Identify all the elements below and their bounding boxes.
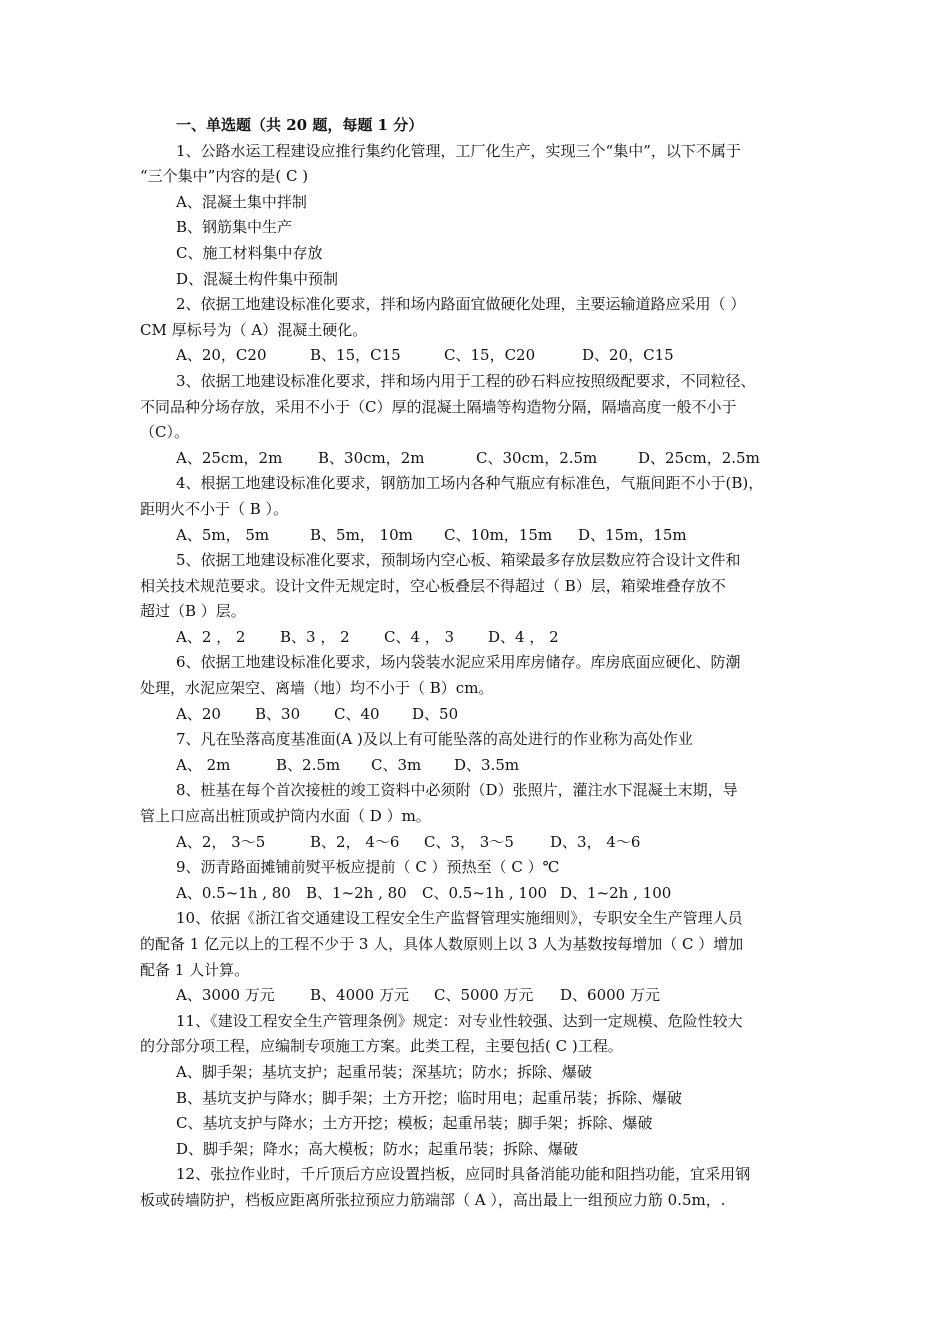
question-2-options: [140, 343, 812, 369]
question-12-line-1: 12、张拉作业时，千斤顶后方应设置挡板，应同时具备消能功能和阻挡功能，宜采用钢: [176, 1165, 751, 1184]
option-b: B、1~2h , 80: [306, 883, 407, 902]
option-d: D、25cm，2.5m: [638, 448, 760, 467]
question-11-line-2: 的分部分项工程，应编制专项施工方案。此类工程，主要包括( C )工程。: [140, 1037, 623, 1056]
option-b: B、3 ， 2: [280, 627, 350, 646]
question-10-line-3: 配备 1 人计算。: [140, 960, 250, 979]
option-c: C、5000 万元: [434, 986, 534, 1005]
question-1-option-a: A、混凝土集中拌制: [176, 192, 307, 211]
option-d: D、3.5m: [454, 755, 520, 774]
question-11-option-a: A、脚手架；基坑支护；起重吊装；深基坑；防水；拆除、爆破: [176, 1062, 592, 1081]
question-11-option-d: D、脚手架；降水；高大模板；防水；起重吊装；拆除、爆破: [176, 1139, 579, 1158]
option-a: A、20: [176, 704, 221, 723]
option-a: A、25cm，2m: [176, 448, 283, 467]
option-b: B、2.5m: [276, 755, 341, 774]
question-1-line-1: 1、公路水运工程建设应推行集约化管理，工厂化生产，实现三个“集中”，以下不属于: [176, 141, 741, 160]
option-c: C、10m，15m: [444, 525, 553, 544]
option-d: D、4 ， 2: [488, 627, 559, 646]
option-c: C、30cm，2.5m: [476, 448, 598, 467]
question-5-options: [140, 625, 812, 651]
question-10-options: [140, 983, 812, 1009]
option-b: B、15，C15: [310, 346, 401, 365]
section-heading: 一、单选题（共 20 题，每题 1 分）: [176, 116, 424, 134]
option-a: A、2 ， 2: [176, 627, 246, 646]
option-c: C、3m: [371, 755, 422, 774]
question-5-line-3: 超过（B ）层。: [140, 602, 246, 621]
option-c: C、3， 3～5: [424, 832, 514, 851]
option-d: D、3， 4～6: [550, 832, 641, 851]
question-11-option-b: B、基坑支护与降水；脚手架；土方开挖；临时用电；起重吊装；拆除、爆破: [176, 1088, 683, 1107]
option-d: D、50: [412, 704, 459, 723]
question-5-line-2: 相关技术规范要求。设计文件无规定时，空心板叠层不得超过（ B）层，箱梁堆叠存放不: [140, 576, 726, 595]
option-a: A、2， 3～5: [176, 832, 266, 851]
question-3-line-3: （C）。: [140, 423, 189, 442]
option-b: B、2， 4～6: [310, 832, 400, 851]
question-3-options: [140, 446, 812, 472]
question-3-line-2: 不同品种分场存放，采用不小于（C）厚的混凝土隔墙等构造物分隔，隔墙高度一般不小于: [140, 397, 737, 416]
option-b: B、30: [255, 704, 301, 723]
question-1-option-d: D、混凝土构件集中预制: [176, 269, 339, 288]
option-d: D、15m，15m: [578, 525, 687, 544]
question-4-line-2: 距明火不小于（ B ）。: [140, 499, 289, 518]
exam-page: [140, 113, 812, 1214]
question-12-line-2: 板或砖墙防护，档板应距离所张拉预应力筋端部（ A ），高出最上一组预应力筋 0.5m，.: [140, 1190, 726, 1209]
option-c: C、0.5~1h , 100: [422, 883, 548, 902]
question-10-line-2: 的配备 1 亿元以上的工程不少于 3 人，具体人数原则上以 3 人为基数按每增加（ C ）增加: [140, 935, 744, 953]
option-a: A、20，C20: [176, 346, 267, 365]
question-4-line-1: 4、根据工地建设标准化要求，钢筋加工场内各种气瓶应有标准色，气瓶间距不小于(B)，: [176, 474, 764, 493]
question-3-line-1: 3、依据工地建设标准化要求，拌和场内用于工程的砂石料应按照级配要求，不同粒径、: [176, 371, 756, 390]
option-b: B、4000 万元: [310, 986, 409, 1005]
question-6-line-2: 处理，水泥应架空、离墙（地）均不小于（ B）cm。: [140, 679, 494, 698]
question-6-line-1: 6、依据工地建设标准化要求，场内袋装水泥应采用库房储存。库房底面应硬化、防潮: [176, 653, 741, 672]
option-c: C、4 ， 3: [384, 627, 455, 646]
option-c: C、15，C20: [444, 346, 536, 365]
option-d: D、1~2h , 100: [560, 883, 672, 902]
option-a: A、5m， 5m: [176, 525, 270, 544]
option-b: B、5m， 10m: [310, 525, 413, 544]
option-a: A、0.5~1h , 80: [176, 883, 291, 902]
question-4-options: [140, 523, 812, 549]
option-a: A、 2m: [176, 755, 231, 774]
question-7-options: [140, 753, 812, 779]
option-d: D、20，C15: [582, 346, 674, 365]
question-6-options: [140, 702, 812, 728]
question-8-line-2: 管上口应高出桩顶或护筒内水面（ D ）m。: [140, 807, 431, 826]
question-9-line-1: 9、沥青路面摊铺前熨平板应提前（ C ）预热至（ C ）℃: [176, 858, 560, 877]
question-8-line-1: 8、桩基在每个首次接桩的竣工资料中必须附（D）张照片，灌注水下混凝土末期，导: [176, 781, 738, 800]
question-10-line-1: 10、依据《浙江省交通建设工程安全生产监督管理实施细则》，专职安全生产管理人员: [176, 909, 743, 928]
option-b: B、30cm，2m: [318, 448, 425, 467]
question-9-options: [140, 881, 812, 907]
question-11-option-c: C、基坑支护与降水；土方开挖；模板；起重吊装；脚手架；拆除、爆破: [176, 1114, 653, 1133]
question-5-line-1: 5、依据工地建设标准化要求，预制场内空心板、箱梁最多存放层数应符合设计文件和: [176, 551, 741, 570]
question-1-option-c: C、施工材料集中存放: [176, 243, 323, 262]
question-2-line-1: 2、依据工地建设标准化要求，拌和场内路面宜做硬化处理，主要运输道路应采用（ ）: [176, 295, 746, 314]
question-1-line-2: “三个集中”内容的是( C ): [140, 167, 309, 186]
question-2-line-2: CM 厚标号为（ A）混凝土硬化。: [140, 320, 368, 339]
question-7-line-1: 7、凡在坠落高度基准面(A )及以上有可能坠落的高处进行的作业称为高处作业: [176, 730, 693, 749]
option-a: A、3000 万元: [176, 986, 275, 1005]
question-11-line-1: 11、《建设工程安全生产管理条例》规定：对专业性较强、达到一定规模、危险性较大: [176, 1011, 743, 1030]
option-d: D、6000 万元: [560, 986, 660, 1005]
question-8-options: [140, 830, 812, 856]
option-c: C、40: [334, 704, 380, 723]
question-1-option-b: B、钢筋集中生产: [176, 218, 293, 237]
